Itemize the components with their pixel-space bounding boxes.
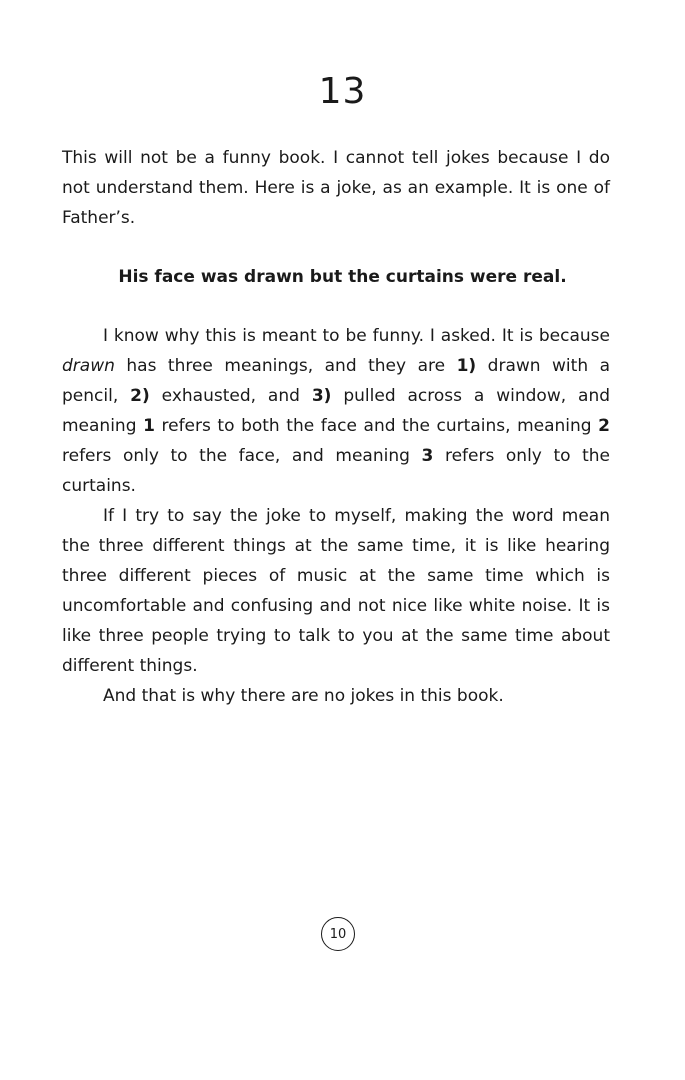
text-run: has three meanings, and they are: [114, 356, 457, 376]
text-run: refers only to the face, and meaning: [62, 446, 422, 466]
text-run: refers only to the curtains.: [62, 446, 611, 496]
bold-number: 1: [143, 416, 155, 436]
bold-number: 2): [130, 386, 150, 406]
text-run: drawn with a pencil,: [62, 356, 611, 406]
page-number: 10: [321, 917, 355, 951]
bold-number: 3: [421, 446, 434, 466]
explanation-paragraph-3: And that is why there are no jokes in this book.: [103, 686, 504, 706]
explanation-block: [62, 321, 610, 711]
joke-line: His face was drawn but the curtains were real.: [118, 267, 567, 287]
intro-paragraph-block: [62, 143, 610, 233]
italic-word: drawn: [62, 356, 115, 376]
bold-number: 2: [598, 416, 610, 436]
text-run: exhausted, and: [149, 386, 312, 406]
text-run: I know why this is meant to be funny. I asked. It is because: [103, 326, 610, 346]
chapter-number: 13: [318, 71, 367, 112]
text-run: pulled across a window, and meaning: [62, 386, 611, 436]
bold-number: 3): [311, 386, 332, 406]
explanation-paragraph-2: If I try to say the joke to myself, making the word mean the three different things at the same time, it is like hearing three different pieces of music at the same time which is uncomfortable and confusing and not nice like white noise. It is like three people trying to talk to you at the same time about different things.: [62, 506, 610, 676]
text-run: refers to both the face and the curtains, meaning: [154, 416, 599, 436]
bold-number: 1): [456, 356, 477, 376]
explanation-paragraph-1: [62, 321, 610, 501]
intro-paragraph: This will not be a funny book. I cannot tell jokes because I do not understand them. Here is a joke, as an example. It is one of Father’s.: [62, 148, 610, 228]
